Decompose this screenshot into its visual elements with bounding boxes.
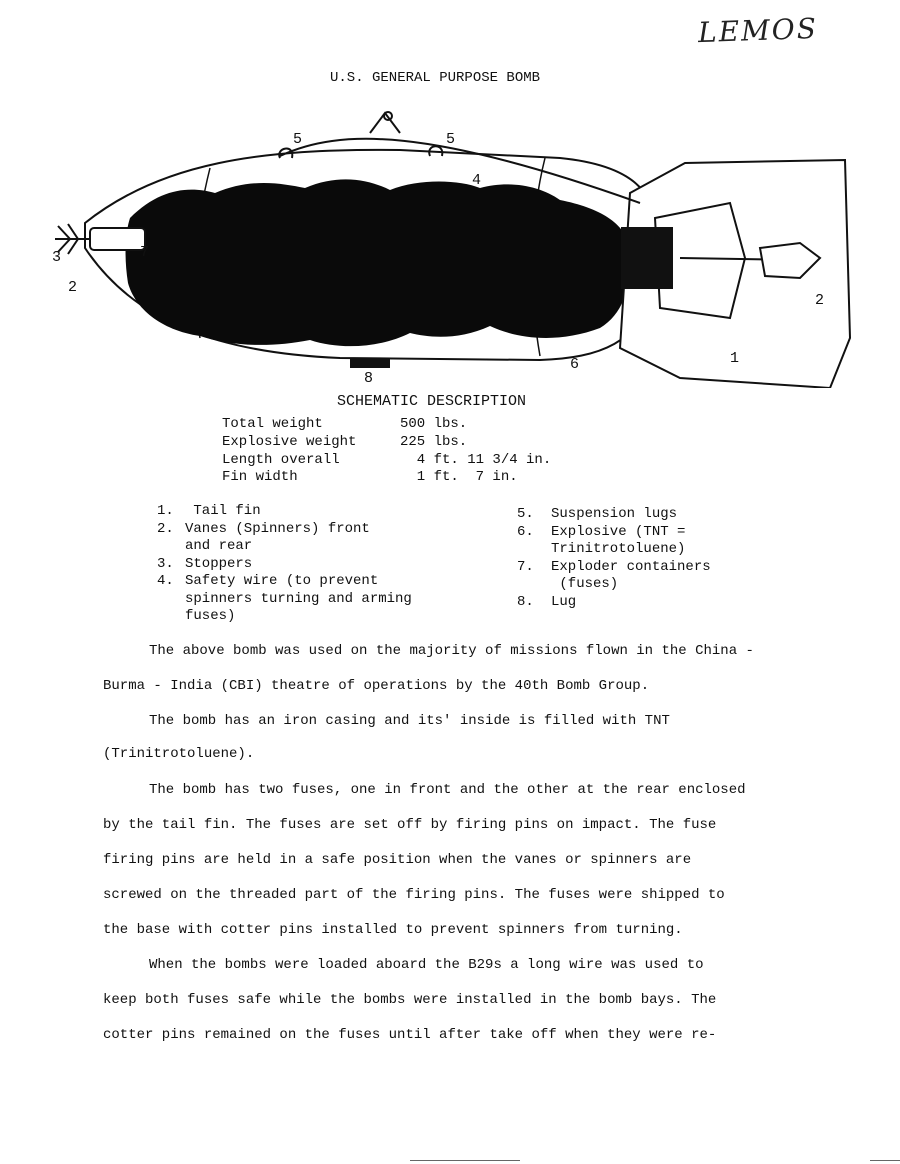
legend-number: 5. — [517, 506, 534, 522]
legend-text: fuses) — [185, 608, 236, 624]
legend-text: Vanes (Spinners) front — [185, 521, 370, 537]
spec-label: Total weight — [222, 416, 323, 432]
legend-text: Exploder containers — [551, 559, 711, 575]
scan-artifact-line — [410, 1160, 520, 1161]
paragraph-line: cotter pins remained on the fuses until after take off when they were re- — [103, 1027, 717, 1043]
legend-text: Explosive (TNT = — [551, 524, 686, 540]
paragraph-line: (Trinitrotoluene). — [103, 746, 255, 762]
spec-label: Length overall — [222, 452, 340, 468]
callout-4: 4 — [472, 172, 482, 189]
paragraph-line: keep both fuses safe while the bombs were installed in the bomb bays. The — [103, 992, 717, 1008]
paragraph-line: the base with cotter pins installed to prevent spinners from turning. — [103, 922, 683, 938]
paragraph-line: firing pins are held in a safe position when the vanes or spinners are — [103, 852, 692, 868]
callout-5-right: 5 — [446, 131, 456, 148]
legend-number: 6. — [517, 524, 534, 540]
paragraph-line: screwed on the threaded part of the firing pins. The fuses were shipped to — [103, 887, 725, 903]
callout-2-rear: 2 — [815, 292, 825, 309]
spec-value: 1 ft. 7 in. — [400, 469, 518, 485]
bomb-schematic-diagram — [40, 108, 860, 388]
legend-number: 7. — [517, 559, 534, 575]
callout-6: 6 — [570, 356, 580, 373]
spec-row — [222, 416, 642, 433]
callout-5-left: 5 — [293, 131, 303, 148]
lower-lug — [350, 358, 390, 368]
nose-fuse — [55, 224, 145, 254]
legend-right — [517, 506, 777, 616]
legend-left — [157, 503, 477, 623]
spec-row — [222, 434, 642, 451]
legend-number: 2. — [157, 521, 174, 537]
spec-label: Fin width — [222, 469, 298, 485]
spec-row — [222, 452, 642, 469]
callout-7: 7 — [140, 244, 150, 261]
handwritten-name: LEMOS — [697, 11, 819, 50]
scan-artifact-line — [870, 1160, 900, 1161]
callout-2-front: 2 — [68, 279, 78, 296]
legend-text: Trinitrotoluene) — [551, 541, 686, 557]
spec-value: 225 lbs. — [400, 434, 468, 450]
spec-value: 4 ft. 11 3/4 in. — [400, 452, 552, 468]
paragraph-line: The bomb has an iron casing and its' inside is filled with TNT — [149, 713, 670, 729]
spec-value: 500 lbs. — [400, 416, 468, 432]
paragraph-line: The above bomb was used on the majority of missions flown in the China - — [149, 643, 754, 659]
paragraph-line: Burma - India (CBI) theatre of operations by the 40th Bomb Group. — [103, 678, 650, 694]
legend-text: (fuses) — [551, 576, 619, 592]
callout-8: 8 — [364, 370, 374, 387]
paragraph-line: The bomb has two fuses, one in front and the other at the rear enclosed — [149, 782, 746, 798]
legend-text: Safety wire (to prevent — [185, 573, 379, 589]
legend-text: Lug — [551, 594, 577, 610]
spec-row — [222, 469, 642, 486]
legend-text: Tail fin — [185, 503, 261, 519]
legend-text: Stoppers — [185, 556, 253, 572]
paragraph-line: When the bombs were loaded aboard the B29s a long wire was used to — [149, 957, 704, 973]
legend-number: 8. — [517, 594, 534, 610]
page-title: U.S. GENERAL PURPOSE BOMB — [330, 70, 541, 86]
spec-label: Explosive weight — [222, 434, 357, 450]
legend-number: 1. — [157, 503, 174, 519]
legend-text: spinners turning and arming — [185, 591, 412, 607]
paragraph-line: by the tail fin. The fuses are set off by firing pins on impact. The fuse — [103, 817, 717, 833]
legend-number: 3. — [157, 556, 174, 572]
explosive-fill — [126, 179, 631, 346]
legend-number: 4. — [157, 573, 174, 589]
callout-1: 1 — [730, 350, 740, 367]
legend-text: Suspension lugs — [551, 506, 678, 522]
legend-text: and rear — [185, 538, 253, 554]
schematic-title: SCHEMATIC DESCRIPTION — [337, 393, 527, 410]
callout-3: 3 — [52, 249, 62, 266]
